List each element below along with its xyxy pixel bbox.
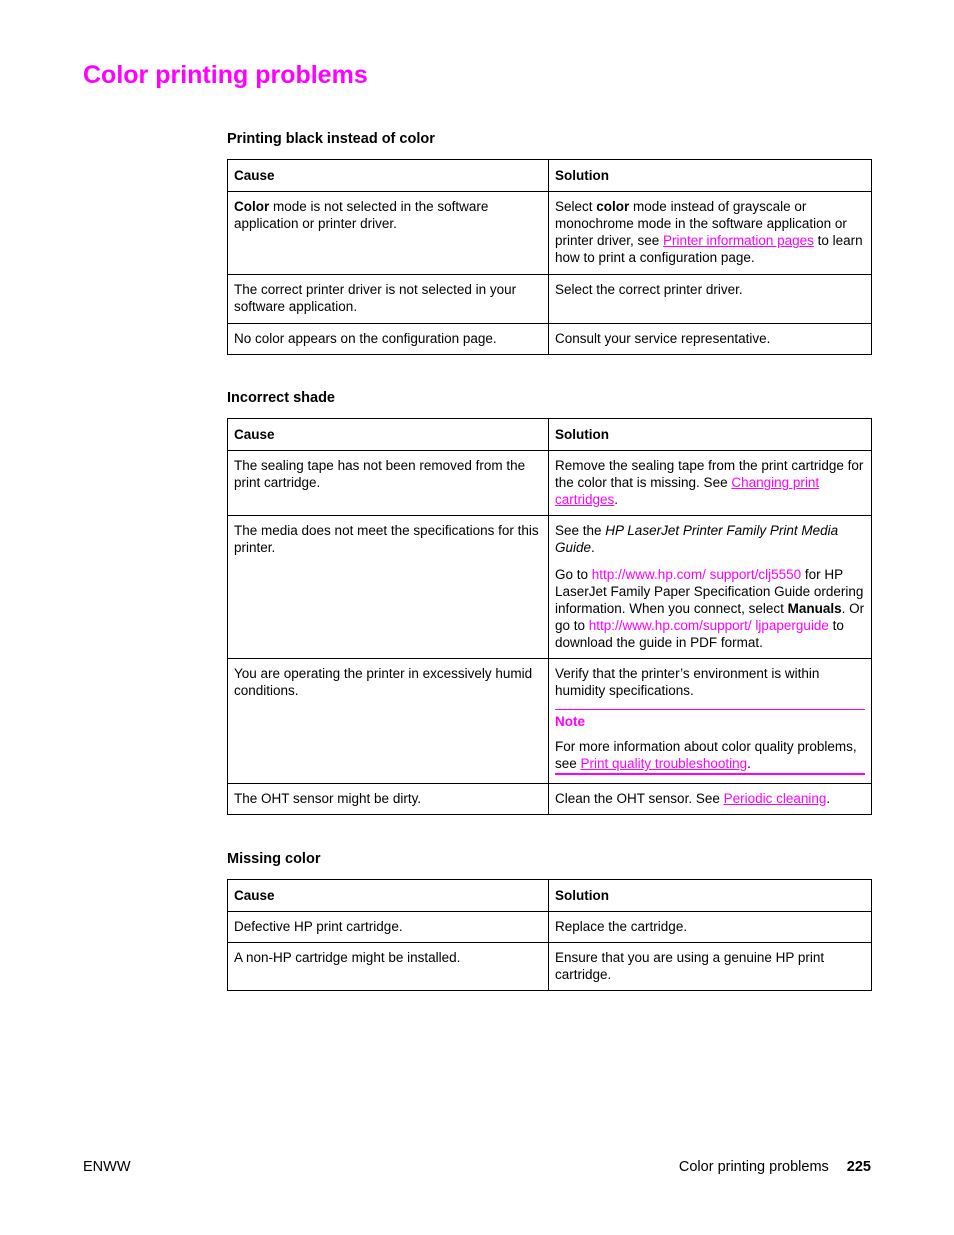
note-label: Note: [555, 714, 585, 729]
table-row: [228, 943, 872, 991]
table-incorrect-shade: [227, 418, 872, 815]
solution-text: mode instead of grayscale or monochrome mode in the software application or printer driver, see: [555, 199, 847, 248]
solution-cell: Consult your service representative.: [549, 324, 872, 355]
note-text-part: For more information about color quality problems, see: [555, 739, 857, 771]
solution-cell: Select the correct printer driver.: [549, 275, 872, 324]
cause-text: mode is not selected in the software application or printer driver.: [234, 199, 489, 231]
solution-text: Select: [555, 199, 597, 214]
table-row: [228, 324, 872, 355]
cause-cell: The sealing tape has not been removed from the print cartridge.: [228, 451, 549, 516]
solution-paragraph: Verify that the printer’s environment is within humidity specifications.: [555, 666, 820, 698]
table-row: [228, 784, 872, 815]
guide-title: HP LaserJet Printer Family Print Media Guide: [555, 523, 839, 555]
solution-paragraph: [555, 522, 865, 556]
table-row: [228, 659, 872, 784]
print-quality-troubleshooting-link[interactable]: Print quality troubleshooting: [580, 756, 748, 771]
solution-text: to download the guide in PDF format.: [555, 618, 844, 650]
table-row: [228, 912, 872, 943]
table-missing-color: [227, 879, 872, 991]
table-header-row: [228, 419, 872, 451]
cause-cell: A non-HP cartridge might be installed.: [228, 943, 549, 991]
header-solution: Solution: [549, 160, 872, 192]
note-text: [555, 738, 865, 773]
page-number: 225: [846, 1159, 871, 1175]
solution-cell: Replace the cartridge.: [549, 912, 872, 943]
clj5550-url-link[interactable]: http://www.hp.com/ support/clj5550: [591, 567, 802, 582]
solution-text: . Or go to: [555, 601, 865, 633]
header-cause: Cause: [228, 880, 549, 912]
solution-text: for HP LaserJet Family Paper Specification Guide ordering information. When you connect, select: [555, 567, 864, 616]
cause-bold-text: Color: [234, 199, 270, 214]
section-heading-incorrect-shade: Incorrect shade: [227, 390, 335, 406]
cause-cell: You are operating the printer in excessively humid conditions.: [228, 659, 549, 784]
cause-cell: No color appears on the configuration page.: [228, 324, 549, 355]
cause-cell: Defective HP print cartridge.: [228, 912, 549, 943]
solution-cell: [549, 659, 872, 784]
changing-print-cartridges-link[interactable]: Changing print cartridges: [555, 475, 820, 507]
header-cause: Cause: [228, 419, 549, 451]
table-header-row: [228, 160, 872, 192]
solution-text: .: [614, 492, 619, 507]
solution-bold-text: color: [596, 199, 630, 214]
note-box: [555, 709, 865, 775]
cause-cell: The OHT sensor might be dirty.: [228, 784, 549, 815]
footer-right: [679, 1159, 871, 1175]
footer-section-title: Color printing problems: [678, 1159, 829, 1175]
cause-cell: The media does not meet the specifications for this printer.: [228, 516, 549, 659]
solution-text: See the: [555, 523, 606, 538]
table-row: [228, 516, 872, 659]
table-row: [228, 451, 872, 516]
table-printing-black: [227, 159, 872, 355]
solution-cell: [549, 516, 872, 659]
table-header-row: [228, 880, 872, 912]
page-title: Color printing problems: [83, 61, 368, 89]
ljpaperguide-url-link[interactable]: http://www.hp.com/support/ ljpaperguide: [588, 618, 829, 633]
printer-information-pages-link[interactable]: Printer information pages: [663, 233, 814, 248]
manuals-bold-text: Manuals: [787, 601, 842, 616]
solution-text: to learn how to print a configuration page.: [555, 233, 863, 265]
solution-text: .: [826, 791, 831, 806]
section-heading-missing-color: Missing color: [227, 851, 321, 867]
table-row: [228, 192, 872, 275]
solution-cell: [549, 784, 872, 815]
note-text-part: .: [747, 756, 751, 771]
solution-text: Clean the OHT sensor. See: [555, 791, 724, 806]
solution-text: .: [591, 540, 595, 555]
footer-left-text: ENWW: [83, 1159, 131, 1175]
solution-cell: [549, 451, 872, 516]
header-solution: Solution: [549, 880, 872, 912]
periodic-cleaning-link[interactable]: Periodic cleaning: [723, 791, 827, 806]
solution-cell: [549, 192, 872, 275]
header-cause: Cause: [228, 160, 549, 192]
solution-paragraph: [555, 566, 865, 651]
solution-text: Remove the sealing tape from the print cartridge for the color that is missing. See: [555, 458, 864, 490]
solution-text: Go to: [555, 567, 592, 582]
section-heading-printing-black: Printing black instead of color: [227, 131, 435, 147]
header-solution: Solution: [549, 419, 872, 451]
cause-cell: [228, 192, 549, 275]
table-row: [228, 275, 872, 324]
solution-cell: Ensure that you are using a genuine HP print cartridge.: [549, 943, 872, 991]
cause-cell: The correct printer driver is not selected in your software application.: [228, 275, 549, 324]
